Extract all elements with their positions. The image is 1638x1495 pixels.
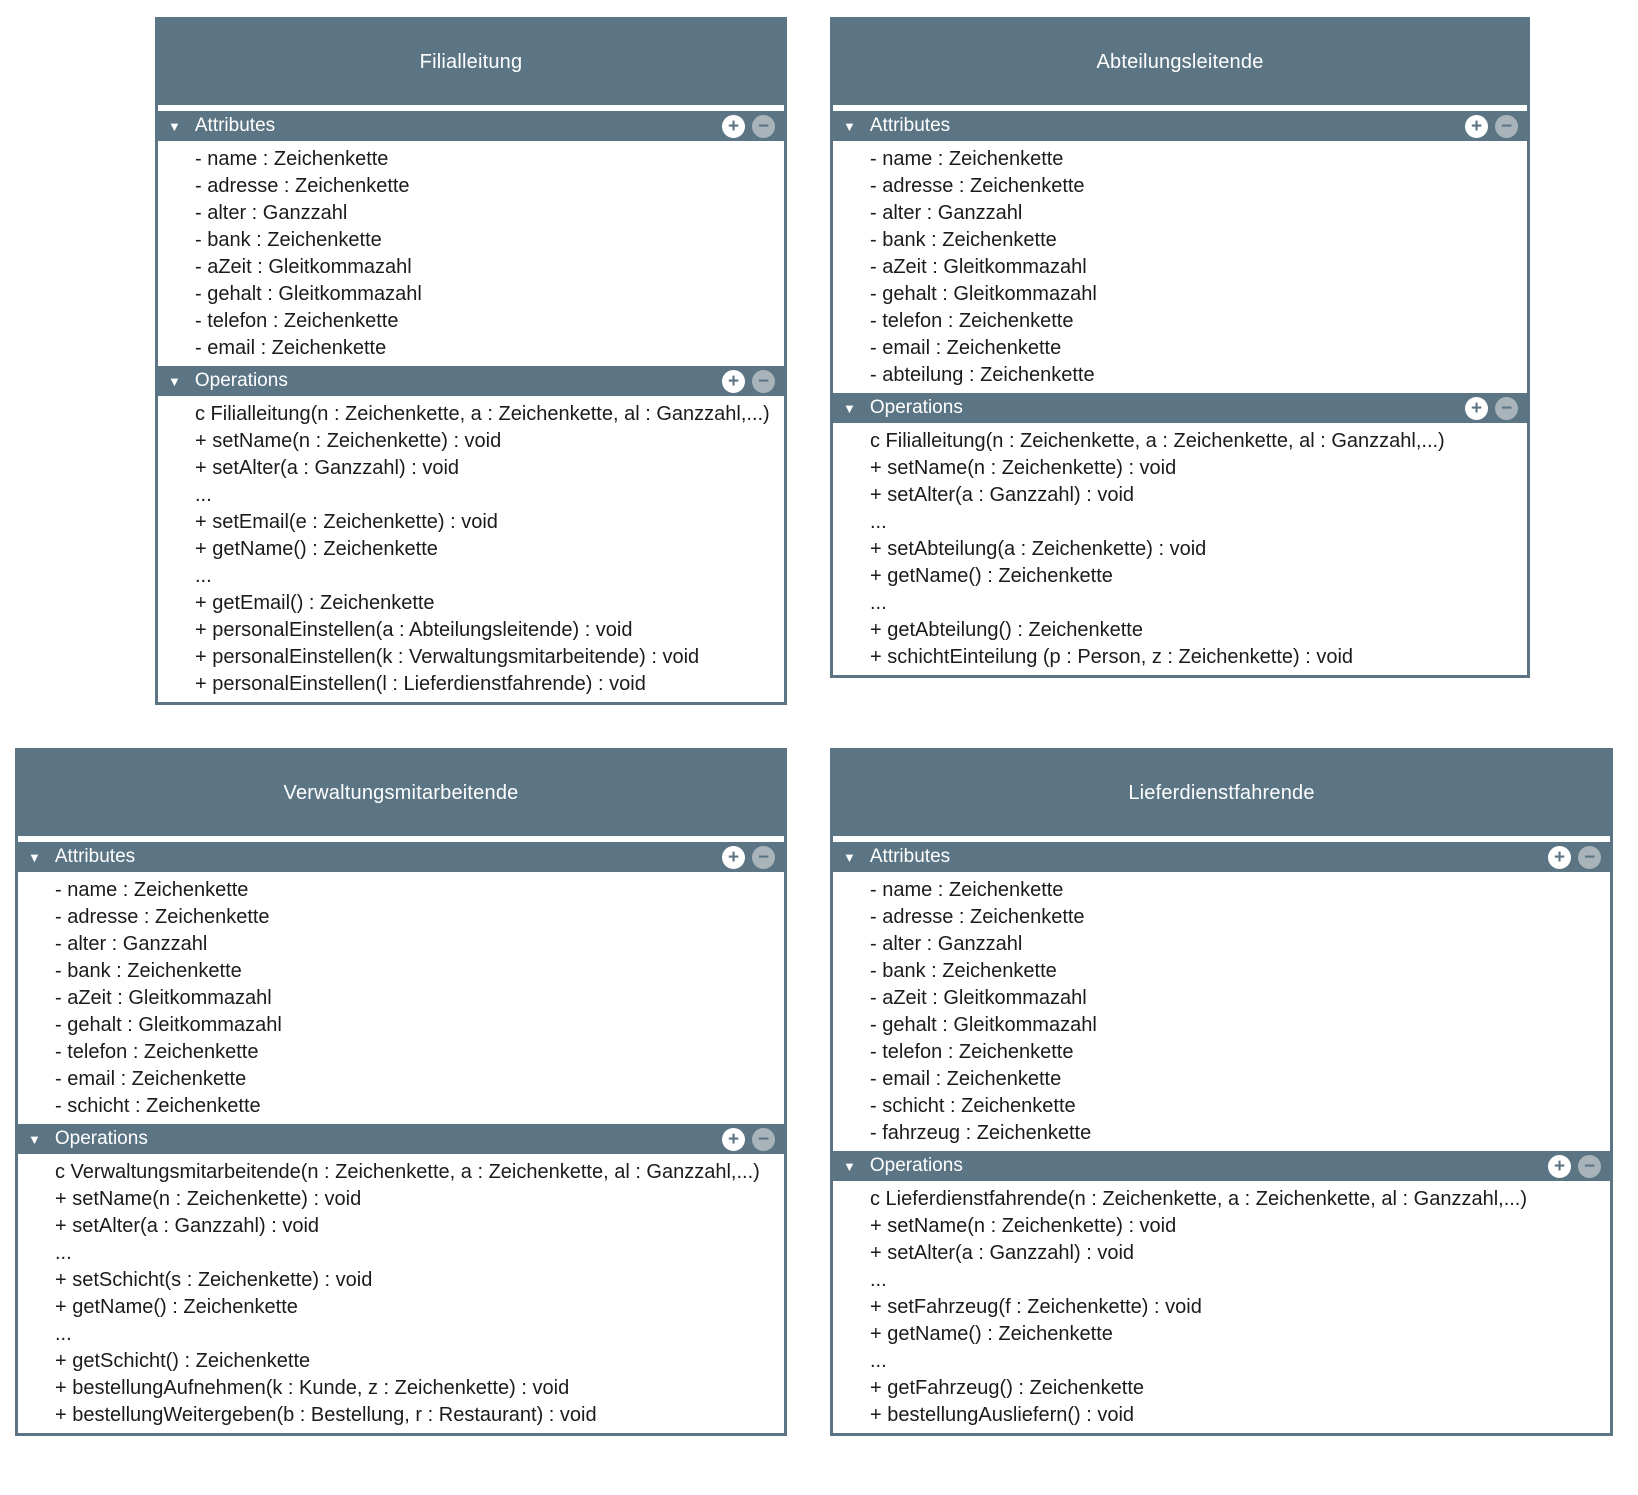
add-operation-button[interactable]: + <box>722 370 745 393</box>
class-title: Lieferdienstfahrende <box>1128 782 1315 804</box>
class-title: Filialleitung <box>419 51 523 73</box>
operations-header <box>833 393 1527 423</box>
remove-operation-button[interactable]: − <box>752 370 775 393</box>
operation-row[interactable]: + getName() : Zeichenkette <box>870 1323 1113 1345</box>
operations-header <box>158 366 784 396</box>
remove-operation-button[interactable]: − <box>752 1128 775 1151</box>
attribute-row[interactable]: - email : Zeichenkette <box>870 1068 1062 1090</box>
operation-row[interactable]: + setAlter(a : Ganzzahl) : void <box>55 1215 320 1237</box>
operation-row[interactable]: + setName(n : Zeichenkette) : void <box>55 1188 362 1210</box>
operation-row[interactable]: + getName() : Zeichenkette <box>870 565 1113 587</box>
class-box-lieferdienstfahrende[interactable] <box>830 748 1613 1436</box>
attribute-row[interactable]: - gehalt : Gleitkommazahl <box>195 283 422 305</box>
add-attribute-button[interactable]: + <box>1465 115 1488 138</box>
operation-row[interactable]: + getFahrzeug() : Zeichenkette <box>870 1377 1145 1399</box>
operation-row[interactable]: ... <box>195 565 212 587</box>
attribute-row[interactable]: - telefon : Zeichenkette <box>55 1041 259 1063</box>
class-title: Abteilungsleitende <box>1096 51 1264 73</box>
operation-row[interactable]: + setAbteilung(a : Zeichenkette) : void <box>870 538 1207 560</box>
attribute-row[interactable]: - adresse : Zeichenkette <box>195 175 410 197</box>
collapse-triangle-icon[interactable]: ▼ <box>168 373 181 389</box>
remove-attribute-button[interactable]: − <box>1495 115 1518 138</box>
attributes-header-label: Attributes <box>869 846 951 867</box>
operation-row[interactable]: + setAlter(a : Ganzzahl) : void <box>870 1242 1135 1264</box>
class-box-verwaltungsmitarbeitende[interactable] <box>15 748 787 1436</box>
operation-row[interactable]: + setFahrzeug(f : Zeichenkette) : void <box>870 1296 1202 1318</box>
operation-row[interactable]: + setSchicht(s : Zeichenkette) : void <box>55 1269 373 1291</box>
collapse-triangle-icon[interactable]: ▼ <box>843 400 856 416</box>
operation-row[interactable]: + getSchicht() : Zeichenkette <box>55 1350 311 1372</box>
operations-header-label: Operations <box>869 1155 963 1176</box>
operation-row[interactable]: + personalEinstellen(l : Lieferdienstfahrende) : void <box>195 673 646 695</box>
operations-list <box>158 396 784 702</box>
operation-row[interactable]: c Lieferdienstfahrende(n : Zeichenkette, a : Zeichenkette, al : Ganzzahl,...) <box>870 1188 1528 1210</box>
operation-row[interactable]: + setAlter(a : Ganzzahl) : void <box>195 457 460 479</box>
operations-header-label: Operations <box>869 397 963 418</box>
attributes-list <box>833 872 1610 1151</box>
remove-attribute-button[interactable]: − <box>752 115 775 138</box>
attribute-row[interactable]: - name : Zeichenkette <box>870 148 1064 170</box>
remove-attribute-button[interactable]: − <box>752 846 775 869</box>
attribute-row[interactable]: - gehalt : Gleitkommazahl <box>870 283 1097 305</box>
operations-header-label: Operations <box>54 1128 148 1149</box>
attributes-header <box>833 842 1610 872</box>
operation-row[interactable]: + getAbteilung() : Zeichenkette <box>870 619 1143 641</box>
attribute-row[interactable]: - email : Zeichenkette <box>55 1068 247 1090</box>
class-title: Verwaltungsmitarbeitende <box>283 782 519 804</box>
operation-row[interactable]: + setName(n : Zeichenkette) : void <box>870 1215 1177 1237</box>
attribute-row[interactable]: - adresse : Zeichenkette <box>870 175 1085 197</box>
operation-row[interactable]: c Filialleitung(n : Zeichenkette, a : Zeichenkette, al : Ganzzahl,...) <box>870 430 1445 452</box>
class-box-filialleitung[interactable] <box>155 17 787 705</box>
collapse-triangle-icon[interactable]: ▼ <box>843 849 856 865</box>
attribute-row[interactable]: - schicht : Zeichenkette <box>55 1095 261 1117</box>
operation-row[interactable]: + bestellungAusliefern() : void <box>870 1404 1135 1426</box>
operation-row[interactable]: + bestellungWeitergeben(b : Bestellung, r : Restaurant) : void <box>55 1404 597 1426</box>
attribute-row[interactable]: - gehalt : Gleitkommazahl <box>55 1014 282 1036</box>
add-attribute-button[interactable]: + <box>722 115 745 138</box>
add-attribute-button[interactable]: + <box>1548 846 1571 869</box>
attribute-row[interactable]: - alter : Ganzzahl <box>870 202 1023 224</box>
remove-attribute-button[interactable]: − <box>1578 846 1601 869</box>
attribute-row[interactable]: - alter : Ganzzahl <box>195 202 348 224</box>
attribute-row[interactable]: - telefon : Zeichenkette <box>870 1041 1074 1063</box>
class-title-bar <box>158 20 784 105</box>
operations-header <box>833 1151 1610 1181</box>
attribute-row[interactable]: - adresse : Zeichenkette <box>870 906 1085 928</box>
attributes-header <box>158 111 784 141</box>
operations-list <box>833 1181 1610 1433</box>
operation-row[interactable]: + personalEinstellen(a : Abteilungsleitende) : void <box>195 619 633 641</box>
attribute-row[interactable]: - aZeit : Gleitkommazahl <box>870 987 1087 1009</box>
attribute-row[interactable]: - name : Zeichenkette <box>870 879 1064 901</box>
operation-row[interactable]: c Verwaltungsmitarbeitende(n : Zeichenkette, a : Zeichenkette, al : Ganzzahl,...) <box>55 1161 760 1183</box>
attribute-row[interactable]: - telefon : Zeichenkette <box>195 310 399 332</box>
attribute-row[interactable]: - adresse : Zeichenkette <box>55 906 270 928</box>
add-attribute-button[interactable]: + <box>722 846 745 869</box>
attribute-row[interactable]: - bank : Zeichenkette <box>870 229 1057 251</box>
attributes-header-label: Attributes <box>869 115 951 136</box>
attributes-list <box>158 141 784 366</box>
attribute-row[interactable]: - alter : Ganzzahl <box>55 933 208 955</box>
class-title-bar <box>833 751 1610 836</box>
remove-operation-button[interactable]: − <box>1495 397 1518 420</box>
attribute-row[interactable]: - schicht : Zeichenkette <box>870 1095 1076 1117</box>
operation-row[interactable]: + getName() : Zeichenkette <box>55 1296 298 1318</box>
operation-row[interactable]: + setName(n : Zeichenkette) : void <box>870 457 1177 479</box>
remove-operation-button[interactable]: − <box>1578 1155 1601 1178</box>
collapse-triangle-icon[interactable]: ▼ <box>843 1158 856 1174</box>
collapse-triangle-icon[interactable]: ▼ <box>28 849 41 865</box>
attribute-row[interactable]: - name : Zeichenkette <box>55 879 249 901</box>
attribute-row[interactable]: - bank : Zeichenkette <box>55 960 242 982</box>
attributes-header-label: Attributes <box>194 115 276 136</box>
attribute-row[interactable]: - bank : Zeichenkette <box>195 229 382 251</box>
operation-row[interactable]: ... <box>870 1350 887 1372</box>
add-operation-button[interactable]: + <box>1548 1155 1571 1178</box>
attribute-row[interactable]: - telefon : Zeichenkette <box>870 310 1074 332</box>
attribute-row[interactable]: - gehalt : Gleitkommazahl <box>870 1014 1097 1036</box>
attributes-list <box>18 872 784 1124</box>
attribute-row[interactable]: - aZeit : Gleitkommazahl <box>55 987 272 1009</box>
collapse-triangle-icon[interactable]: ▼ <box>28 1131 41 1147</box>
operations-list <box>18 1154 784 1433</box>
operation-row[interactable]: + bestellungAufnehmen(k : Kunde, z : Zeichenkette) : void <box>55 1377 570 1399</box>
attributes-list <box>833 141 1527 393</box>
operation-row[interactable]: ... <box>870 511 887 533</box>
operation-row[interactable]: ... <box>195 484 212 506</box>
class-title-bar <box>18 751 784 836</box>
operation-row[interactable]: + getEmail() : Zeichenkette <box>195 592 435 614</box>
operations-list <box>833 423 1527 675</box>
operation-row[interactable]: ... <box>870 592 887 614</box>
collapse-triangle-icon[interactable]: ▼ <box>168 118 181 134</box>
operation-row[interactable]: ... <box>55 1242 72 1264</box>
add-operation-button[interactable]: + <box>722 1128 745 1151</box>
operation-row[interactable]: + setEmail(e : Zeichenkette) : void <box>195 511 498 533</box>
attribute-row[interactable]: - bank : Zeichenkette <box>870 960 1057 982</box>
attributes-header-label: Attributes <box>54 846 136 867</box>
operation-row[interactable]: + schichtEinteilung (p : Person, z : Zeichenkette) : void <box>870 646 1354 668</box>
attribute-row[interactable]: - alter : Ganzzahl <box>870 933 1023 955</box>
attribute-row[interactable]: - aZeit : Gleitkommazahl <box>195 256 412 278</box>
class-title-bar <box>833 20 1527 105</box>
operation-row[interactable]: ... <box>55 1323 72 1345</box>
operation-row[interactable]: ... <box>870 1269 887 1291</box>
operations-header <box>18 1124 784 1154</box>
attribute-row[interactable]: - abteilung : Zeichenkette <box>870 364 1095 386</box>
attribute-row[interactable]: - email : Zeichenkette <box>870 337 1062 359</box>
add-operation-button[interactable]: + <box>1465 397 1488 420</box>
attributes-header <box>18 842 784 872</box>
attribute-row[interactable]: - name : Zeichenkette <box>195 148 389 170</box>
operation-row[interactable]: + getName() : Zeichenkette <box>195 538 438 560</box>
attribute-row[interactable]: - fahrzeug : Zeichenkette <box>870 1122 1092 1144</box>
collapse-triangle-icon[interactable]: ▼ <box>843 118 856 134</box>
operation-row[interactable]: c Filialleitung(n : Zeichenkette, a : Zeichenkette, al : Ganzzahl,...) <box>195 403 770 425</box>
attributes-header <box>833 111 1527 141</box>
operations-header-label: Operations <box>194 370 288 391</box>
attribute-row[interactable]: - aZeit : Gleitkommazahl <box>870 256 1087 278</box>
operation-row[interactable]: + personalEinstellen(k : Verwaltungsmitarbeitende) : void <box>195 646 700 668</box>
operation-row[interactable]: + setName(n : Zeichenkette) : void <box>195 430 502 452</box>
class-box-abteilungsleitende[interactable] <box>830 17 1530 678</box>
operation-row[interactable]: + setAlter(a : Ganzzahl) : void <box>870 484 1135 506</box>
attribute-row[interactable]: - email : Zeichenkette <box>195 337 387 359</box>
